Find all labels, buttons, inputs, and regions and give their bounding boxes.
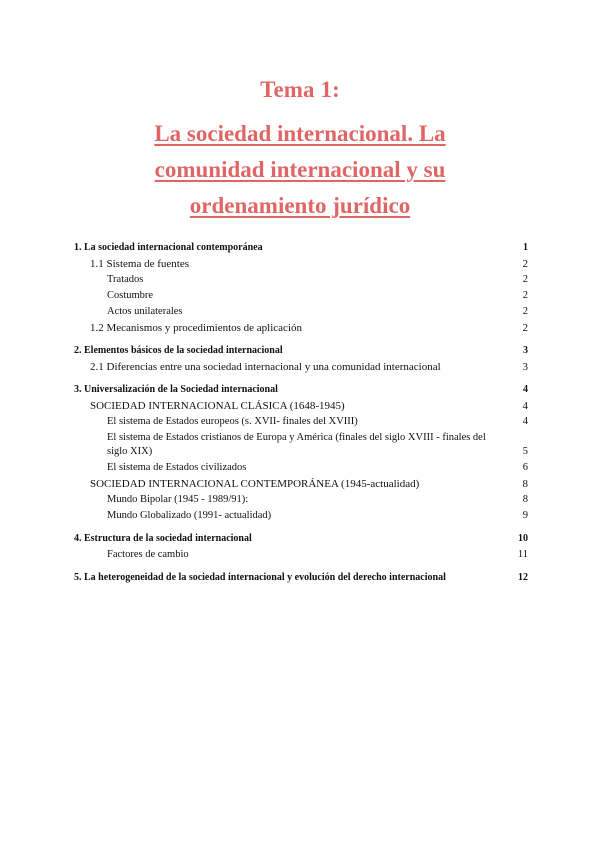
toc-entry-page: 2 <box>522 290 528 301</box>
toc-entry-page: 2 <box>522 306 528 317</box>
toc-entry-page: 10 <box>518 533 528 544</box>
toc-entry-page: 1 <box>523 242 528 253</box>
toc-entry-page: 11 <box>517 549 528 560</box>
toc-entry-page: 8 <box>522 494 528 505</box>
toc-entry[interactable] <box>74 256 528 272</box>
toc-entry[interactable] <box>74 288 528 304</box>
topic-title-line: comunidad internacional y su <box>154 157 446 182</box>
toc-entry-title: Mundo Globalizado (1991- actualidad) <box>107 510 272 521</box>
toc-entry-page: 6 <box>522 462 528 473</box>
toc-entry-title: El sistema de Estados europeos (s. XVII- finales del XVIII) <box>107 416 358 427</box>
toc-entry-title: Costumbre <box>107 290 154 301</box>
toc-entry-title: Factores de cambio <box>107 549 189 560</box>
topic-title-line: La sociedad internacional. La <box>154 121 446 146</box>
toc-entry[interactable] <box>74 531 528 547</box>
toc-entry[interactable] <box>74 382 528 398</box>
toc-entry-page: 8 <box>522 478 528 490</box>
toc-entry[interactable] <box>74 304 528 320</box>
toc-entry[interactable] <box>74 570 528 586</box>
toc-entry-title: 5. La heterogeneidad de la sociedad internacional y evolución del derecho internacional <box>74 572 446 583</box>
topic-title-line: ordenamiento jurídico <box>189 193 411 218</box>
toc-entry[interactable] <box>74 240 528 256</box>
toc-entry[interactable] <box>74 430 528 460</box>
toc-entry[interactable] <box>74 359 528 375</box>
topic-number: Tema 1: <box>260 77 340 102</box>
toc-entry-title: 1. La sociedad internacional contemporánea <box>74 242 263 253</box>
toc-entry[interactable] <box>74 547 528 563</box>
toc-entry-page: 2 <box>522 322 528 334</box>
toc-entry[interactable] <box>74 508 528 524</box>
topic-title <box>0 116 600 224</box>
toc-entry-title: SOCIEDAD INTERNACIONAL CONTEMPORÁNEA (1945-actualidad) <box>90 478 420 490</box>
toc-entry-title: El sistema de Estados civilizados <box>107 462 247 473</box>
toc-entry[interactable] <box>74 460 528 476</box>
toc-entry[interactable] <box>74 492 528 508</box>
toc-entry[interactable] <box>74 272 528 288</box>
toc-entry-page: 2 <box>522 258 528 270</box>
toc-entry[interactable] <box>74 476 528 492</box>
toc-entry-title: 2. Elementos básicos de la sociedad internacional <box>74 345 283 356</box>
toc-entry-page: 4 <box>522 400 528 412</box>
toc-entry-page: 3 <box>523 345 528 356</box>
toc-entry-title: Tratados <box>107 274 144 285</box>
toc-entry-page: 4 <box>522 416 528 427</box>
toc-entry-page: 12 <box>518 572 528 583</box>
toc-entry-title: 1.1 Sistema de fuentes <box>90 258 189 270</box>
toc-entry-page: 2 <box>522 274 528 285</box>
toc-entry-title: SOCIEDAD INTERNACIONAL CLÁSICA (1648-1945) <box>90 400 345 412</box>
toc-entry-title: Mundo Bipolar (1945 - 1989/91): <box>107 494 249 505</box>
table-of-contents <box>74 240 528 586</box>
toc-entry[interactable] <box>74 414 528 430</box>
toc-entry-title: Actos unilaterales <box>107 306 183 317</box>
document-title <box>0 72 600 224</box>
toc-entry-title: 1.2 Mecanismos y procedimientos de aplicación <box>90 322 302 334</box>
toc-entry-page: 9 <box>522 510 528 521</box>
toc-entry-title: 3. Universalización de la Sociedad internacional <box>74 384 278 395</box>
toc-entry[interactable] <box>74 343 528 359</box>
toc-entry-title: El sistema de Estados cristianos de Europa y América (finales del siglo XVIII - finales del siglo XIX) <box>107 432 486 457</box>
toc-entry[interactable] <box>74 398 528 414</box>
toc-entry[interactable] <box>74 320 528 336</box>
toc-entry-title: 2.1 Diferencias entre una sociedad internacional y una comunidad internacional <box>90 361 441 373</box>
toc-entry-page: 4 <box>523 384 528 395</box>
toc-entry-page: 5 <box>522 446 528 457</box>
toc-entry-page: 3 <box>522 361 528 373</box>
toc-entry-title: 4. Estructura de la sociedad internacional <box>74 533 252 544</box>
